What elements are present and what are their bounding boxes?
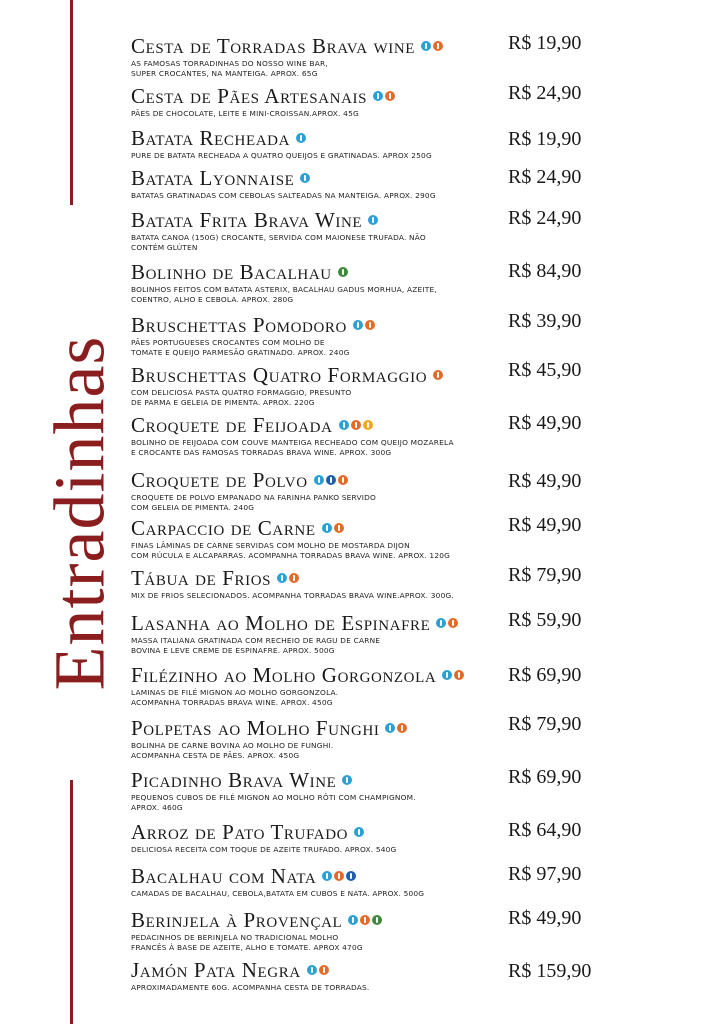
menu-item-name: Picadinho Brava Wine (131, 767, 337, 792)
menu-item-name: Lasanha ao Molho de Espinafre (131, 610, 431, 635)
orange-info-icon (448, 618, 458, 628)
menu-item-header (131, 260, 691, 284)
description-line: PEQUENOS CUBOS DE FILÉ MIGNON AO MOLHO RÔTI COM CHAMPIGNOM. (131, 793, 416, 802)
menu-item (131, 313, 691, 359)
menu-item-price: R$ 97,90 (508, 863, 582, 885)
navy-info-icon (326, 475, 336, 485)
menu-item-name: Carpaccio de Carne (131, 515, 316, 540)
menu-item-description (131, 338, 501, 359)
menu-item-header (131, 413, 691, 437)
blue-info-icon (436, 618, 446, 628)
dietary-icons (442, 670, 464, 680)
menu-item-description (131, 59, 501, 80)
menu-item-name: Bacalhau com Nata (131, 863, 317, 888)
menu-item (131, 516, 691, 562)
description-line: BATATAS GRATINADAS COM CEBOLAS SALTEADAS NA MANTEIGA. APROX. 290G (131, 191, 436, 200)
description-line: E CROCANTE DAS FAMOSAS TORRADAS BRAVA WINE. APROX. 300G (131, 448, 392, 458)
menu-item (131, 864, 691, 899)
dietary-icons (339, 420, 373, 430)
menu-item-header (131, 864, 691, 888)
orange-info-icon (289, 573, 299, 583)
description-line: COM DELICIOSA PASTA QUATRO FORMAGGIO, PRESUNTO (131, 388, 352, 397)
menu-item-price: R$ 45,90 (508, 359, 582, 381)
dietary-icons (421, 41, 443, 51)
description-line: PÃES DE CHOCOLATE, LEITE E MINI-CROISSAN.APROX. 45G (131, 109, 359, 118)
menu-item-header (131, 663, 691, 687)
menu-item-description (131, 109, 501, 119)
menu-item-name: Filézinho ao Molho Gorgonzola (131, 662, 437, 687)
menu-item (131, 566, 691, 601)
dietary-icons (436, 618, 458, 628)
menu-item-price: R$ 39,90 (508, 310, 582, 332)
dietary-icons (322, 871, 356, 881)
orange-info-icon (334, 871, 344, 881)
menu-item-name: Cesta de Torradas Brava wine (131, 33, 416, 58)
menu-item-name: Cesta de Pães Artesanais (131, 83, 368, 108)
menu-item-name: Bolinho de Bacalhau (131, 259, 332, 284)
description-line: PÃES PORTUGUESES CROCANTES COM MOLHO DE (131, 338, 325, 347)
menu-item-price: R$ 49,90 (508, 907, 582, 929)
blue-info-icon (307, 965, 317, 975)
menu-item (131, 363, 691, 409)
description-line: ACOMPANHA TORRADAS BRAVA WINE. APROX. 450G (131, 698, 333, 708)
description-line: CROQUETE DE POLVO EMPANADO NA FARINHA PANKO SERVIDO (131, 493, 377, 502)
menu-item-header (131, 208, 691, 232)
description-line: BOLINHOS FEITOS COM BATATA ASTERIX, BACALHAU GADUS MORHUA, AZEITE, (131, 285, 437, 294)
dietary-icons (314, 475, 348, 485)
dietary-icons (338, 267, 348, 277)
dietary-icons (348, 915, 382, 925)
menu-item-name: Batata Lyonnaise (131, 165, 295, 190)
description-line: FINAS LÂMINAS DE CARNE SERVIDAS COM MOLHO DE MOSTARDA DIJON (131, 541, 410, 550)
blue-info-icon (373, 91, 383, 101)
menu-item-price: R$ 79,90 (508, 713, 582, 735)
menu-item-price: R$ 24,90 (508, 82, 582, 104)
menu-item-header (131, 716, 691, 740)
menu-item-description (131, 541, 501, 562)
menu-item-name: Arroz de Pato Trufado (131, 819, 349, 844)
dietary-icons (373, 91, 395, 101)
menu-item (131, 716, 691, 762)
dietary-icons (322, 523, 344, 533)
menu-item-name: Batata Frita Brava Wine (131, 207, 363, 232)
menu-item (131, 126, 691, 161)
blue-info-icon (354, 827, 364, 837)
orange-info-icon (351, 420, 361, 430)
dietary-icons (385, 723, 407, 733)
blue-info-icon (348, 915, 358, 925)
orange-info-icon (385, 91, 395, 101)
menu-item-header (131, 820, 691, 844)
menu-item-price: R$ 49,90 (508, 412, 582, 434)
yellow-info-icon (363, 420, 373, 430)
menu-item-description (131, 285, 501, 306)
menu-item-description (131, 233, 501, 254)
dietary-icons (433, 370, 443, 380)
dietary-icons (342, 775, 352, 785)
description-line: MIX DE FRIOS SELECIONADOS. ACOMPANHA TORRADAS BRAVA WINE.APROX. 300G. (131, 591, 454, 600)
menu-item (131, 208, 691, 254)
menu-item-price: R$ 64,90 (508, 819, 582, 841)
menu-item (131, 413, 691, 459)
description-line: DELICIOSA RECEITA COM TOQUE DE AZEITE TRUFADO. APROX. 540G (131, 845, 397, 854)
menu-item-header (131, 84, 691, 108)
dietary-icons (300, 173, 310, 183)
description-line: BOLINHO DE FEIJOADA COM COUVE MANTEIGA RECHEADO COM QUEIJO MOZARELA (131, 438, 454, 447)
dietary-icons (354, 827, 364, 837)
dietary-icons (353, 320, 375, 330)
menu-item-price: R$ 49,90 (508, 470, 582, 492)
blue-info-icon (300, 173, 310, 183)
menu-item-price: R$ 84,90 (508, 260, 582, 282)
description-line: COM RÚCULA E ALCAPARRAS. ACOMPANHA TORRADAS BRAVA WINE. APROX. 120G (131, 551, 451, 561)
description-line: PEDACINHOS DE BERINJELA NO TRADICIONAL MOLHO (131, 933, 339, 942)
orange-info-icon (334, 523, 344, 533)
description-line: COENTRO, ALHO E CEBOLA. APROX. 280G (131, 295, 294, 305)
orange-info-icon (433, 370, 443, 380)
blue-info-icon (296, 133, 306, 143)
menu-item-description (131, 438, 501, 459)
orange-info-icon (338, 475, 348, 485)
menu-item (131, 663, 691, 709)
menu-item-header (131, 363, 691, 387)
menu-item-name: Jamón Pata Negra (131, 957, 301, 982)
menu-item-description (131, 688, 501, 709)
menu-item-description (131, 151, 501, 161)
menu-item (131, 820, 691, 855)
description-line: PURE DE BATATA RECHEADA A QUATRO QUEIJOS E GRATINADAS. APROX 250G (131, 151, 432, 160)
menu-item (131, 166, 691, 201)
menu-item-description (131, 793, 501, 814)
menu-item-description (131, 591, 501, 601)
menu-item (131, 958, 691, 993)
menu-item-header (131, 126, 691, 150)
blue-info-icon (277, 573, 287, 583)
description-line: BATATA CANOA (150G) CROCANTE, SERVIDA COM MAIONESE TRUFADA. NÃO (131, 233, 426, 242)
green-info-icon (338, 267, 348, 277)
description-line: AS FAMOSAS TORRADINHAS DO NOSSO WINE BAR, (131, 59, 328, 68)
menu-item-description (131, 191, 501, 201)
menu-item (131, 260, 691, 306)
menu-item-price: R$ 79,90 (508, 564, 582, 586)
description-line: APROX. 460G (131, 803, 183, 813)
menu-item-name: Batata Recheada (131, 125, 291, 150)
menu-item-header (131, 34, 691, 58)
menu-item-name: Tábua de Frios (131, 565, 272, 590)
menu-item-name: Bruschettas Quatro Formaggio (131, 362, 428, 387)
menu-item-price: R$ 19,90 (508, 32, 582, 54)
menu-item-header (131, 566, 691, 590)
orange-info-icon (454, 670, 464, 680)
menu-item (131, 468, 691, 514)
orange-info-icon (397, 723, 407, 733)
menu-item (131, 768, 691, 814)
menu-item-description (131, 493, 501, 514)
orange-info-icon (365, 320, 375, 330)
menu-item-price: R$ 159,90 (508, 960, 592, 982)
menu-item-description (131, 636, 501, 657)
menu-item (131, 84, 691, 119)
blue-info-icon (322, 523, 332, 533)
menu-item-description (131, 741, 501, 762)
menu-item-header (131, 516, 691, 540)
description-line: LAMINAS DE FILÉ MIGNON AO MOLHO GORGONZOLA. (131, 688, 339, 697)
description-line: COM GELEIA DE PIMENTA. 240G (131, 503, 255, 513)
menu-item (131, 908, 691, 954)
green-info-icon (372, 915, 382, 925)
menu-item-price: R$ 49,90 (508, 514, 582, 536)
description-line: MASSA ITALIANA GRATINADA COM RECHEIO DE RAGU DE CARNE (131, 636, 381, 645)
description-line: SUPER CROCANTES, NA MANTEIGA. APROX. 65G (131, 69, 318, 79)
blue-info-icon (353, 320, 363, 330)
menu-item-description (131, 983, 501, 993)
menu-item (131, 611, 691, 657)
menu-item-price: R$ 19,90 (508, 128, 582, 150)
orange-info-icon (319, 965, 329, 975)
menu-item-header (131, 768, 691, 792)
blue-info-icon (385, 723, 395, 733)
menu-item-name: Bruschettas Pomodoro (131, 312, 347, 337)
dietary-icons (307, 965, 329, 975)
blue-info-icon (342, 775, 352, 785)
menu-item-description (131, 933, 501, 954)
description-line: BOLINHA DE CARNE BOVINA AO MOLHO DE FUNGHI. (131, 741, 334, 750)
orange-info-icon (433, 41, 443, 51)
menu-item-name: Berinjela à Provençal (131, 907, 343, 932)
blue-info-icon (339, 420, 349, 430)
menu-item-description (131, 845, 501, 855)
menu-item (131, 34, 691, 80)
menu-item-price: R$ 24,90 (508, 166, 582, 188)
blue-info-icon (368, 215, 378, 225)
menu-item-header (131, 611, 691, 635)
description-line: CAMADAS DE BACALHAU, CEBOLA,BATATA EM CUBOS E NATA. APROX. 500G (131, 889, 425, 898)
menu-item-description (131, 889, 501, 899)
blue-info-icon (314, 475, 324, 485)
menu-item-price: R$ 24,90 (508, 207, 582, 229)
dietary-icons (368, 215, 378, 225)
blue-info-icon (421, 41, 431, 51)
description-line: CONTÉM GLÚTEN (131, 243, 198, 253)
menu-item-name: Polpetas ao Molho Funghi (131, 715, 380, 740)
menu-item-price: R$ 59,90 (508, 609, 582, 631)
menu-item-header (131, 313, 691, 337)
menu-item-price: R$ 69,90 (508, 766, 582, 788)
menu-item-name: Croquete de Polvo (131, 467, 308, 492)
description-line: APROXIMADAMENTE 60G. ACOMPANHA CESTA DE TORRADAS. (131, 983, 370, 992)
description-line: BOVINA E LEVE CREME DE ESPINAFRE. APROX. 500G (131, 646, 335, 656)
blue-info-icon (322, 871, 332, 881)
menu-item-header (131, 958, 691, 982)
orange-info-icon (360, 915, 370, 925)
menu-item-header (131, 166, 691, 190)
description-line: DE PARMA E GELEIA DE PIMENTA. APROX. 220G (131, 398, 315, 408)
menu-item-price: R$ 69,90 (508, 664, 582, 686)
section-title: Entradinhas (39, 335, 120, 691)
menu-item-name: Croquete de Feijoada (131, 412, 333, 437)
description-line: TOMATE E QUEIJO PARMESÃO GRATINADO. APROX. 240G (131, 348, 350, 358)
menu-item-description (131, 388, 501, 409)
menu-item-header (131, 908, 691, 932)
navy-info-icon (346, 871, 356, 881)
menu-item-header (131, 468, 691, 492)
description-line: FRANCÊS À BASE DE AZEITE, ALHO E TOMATE. APROX 470G (131, 943, 363, 953)
dietary-icons (296, 133, 306, 143)
dietary-icons (277, 573, 299, 583)
blue-info-icon (442, 670, 452, 680)
description-line: ACOMPANHA CESTA DE PÃES. APROX. 450G (131, 751, 300, 761)
